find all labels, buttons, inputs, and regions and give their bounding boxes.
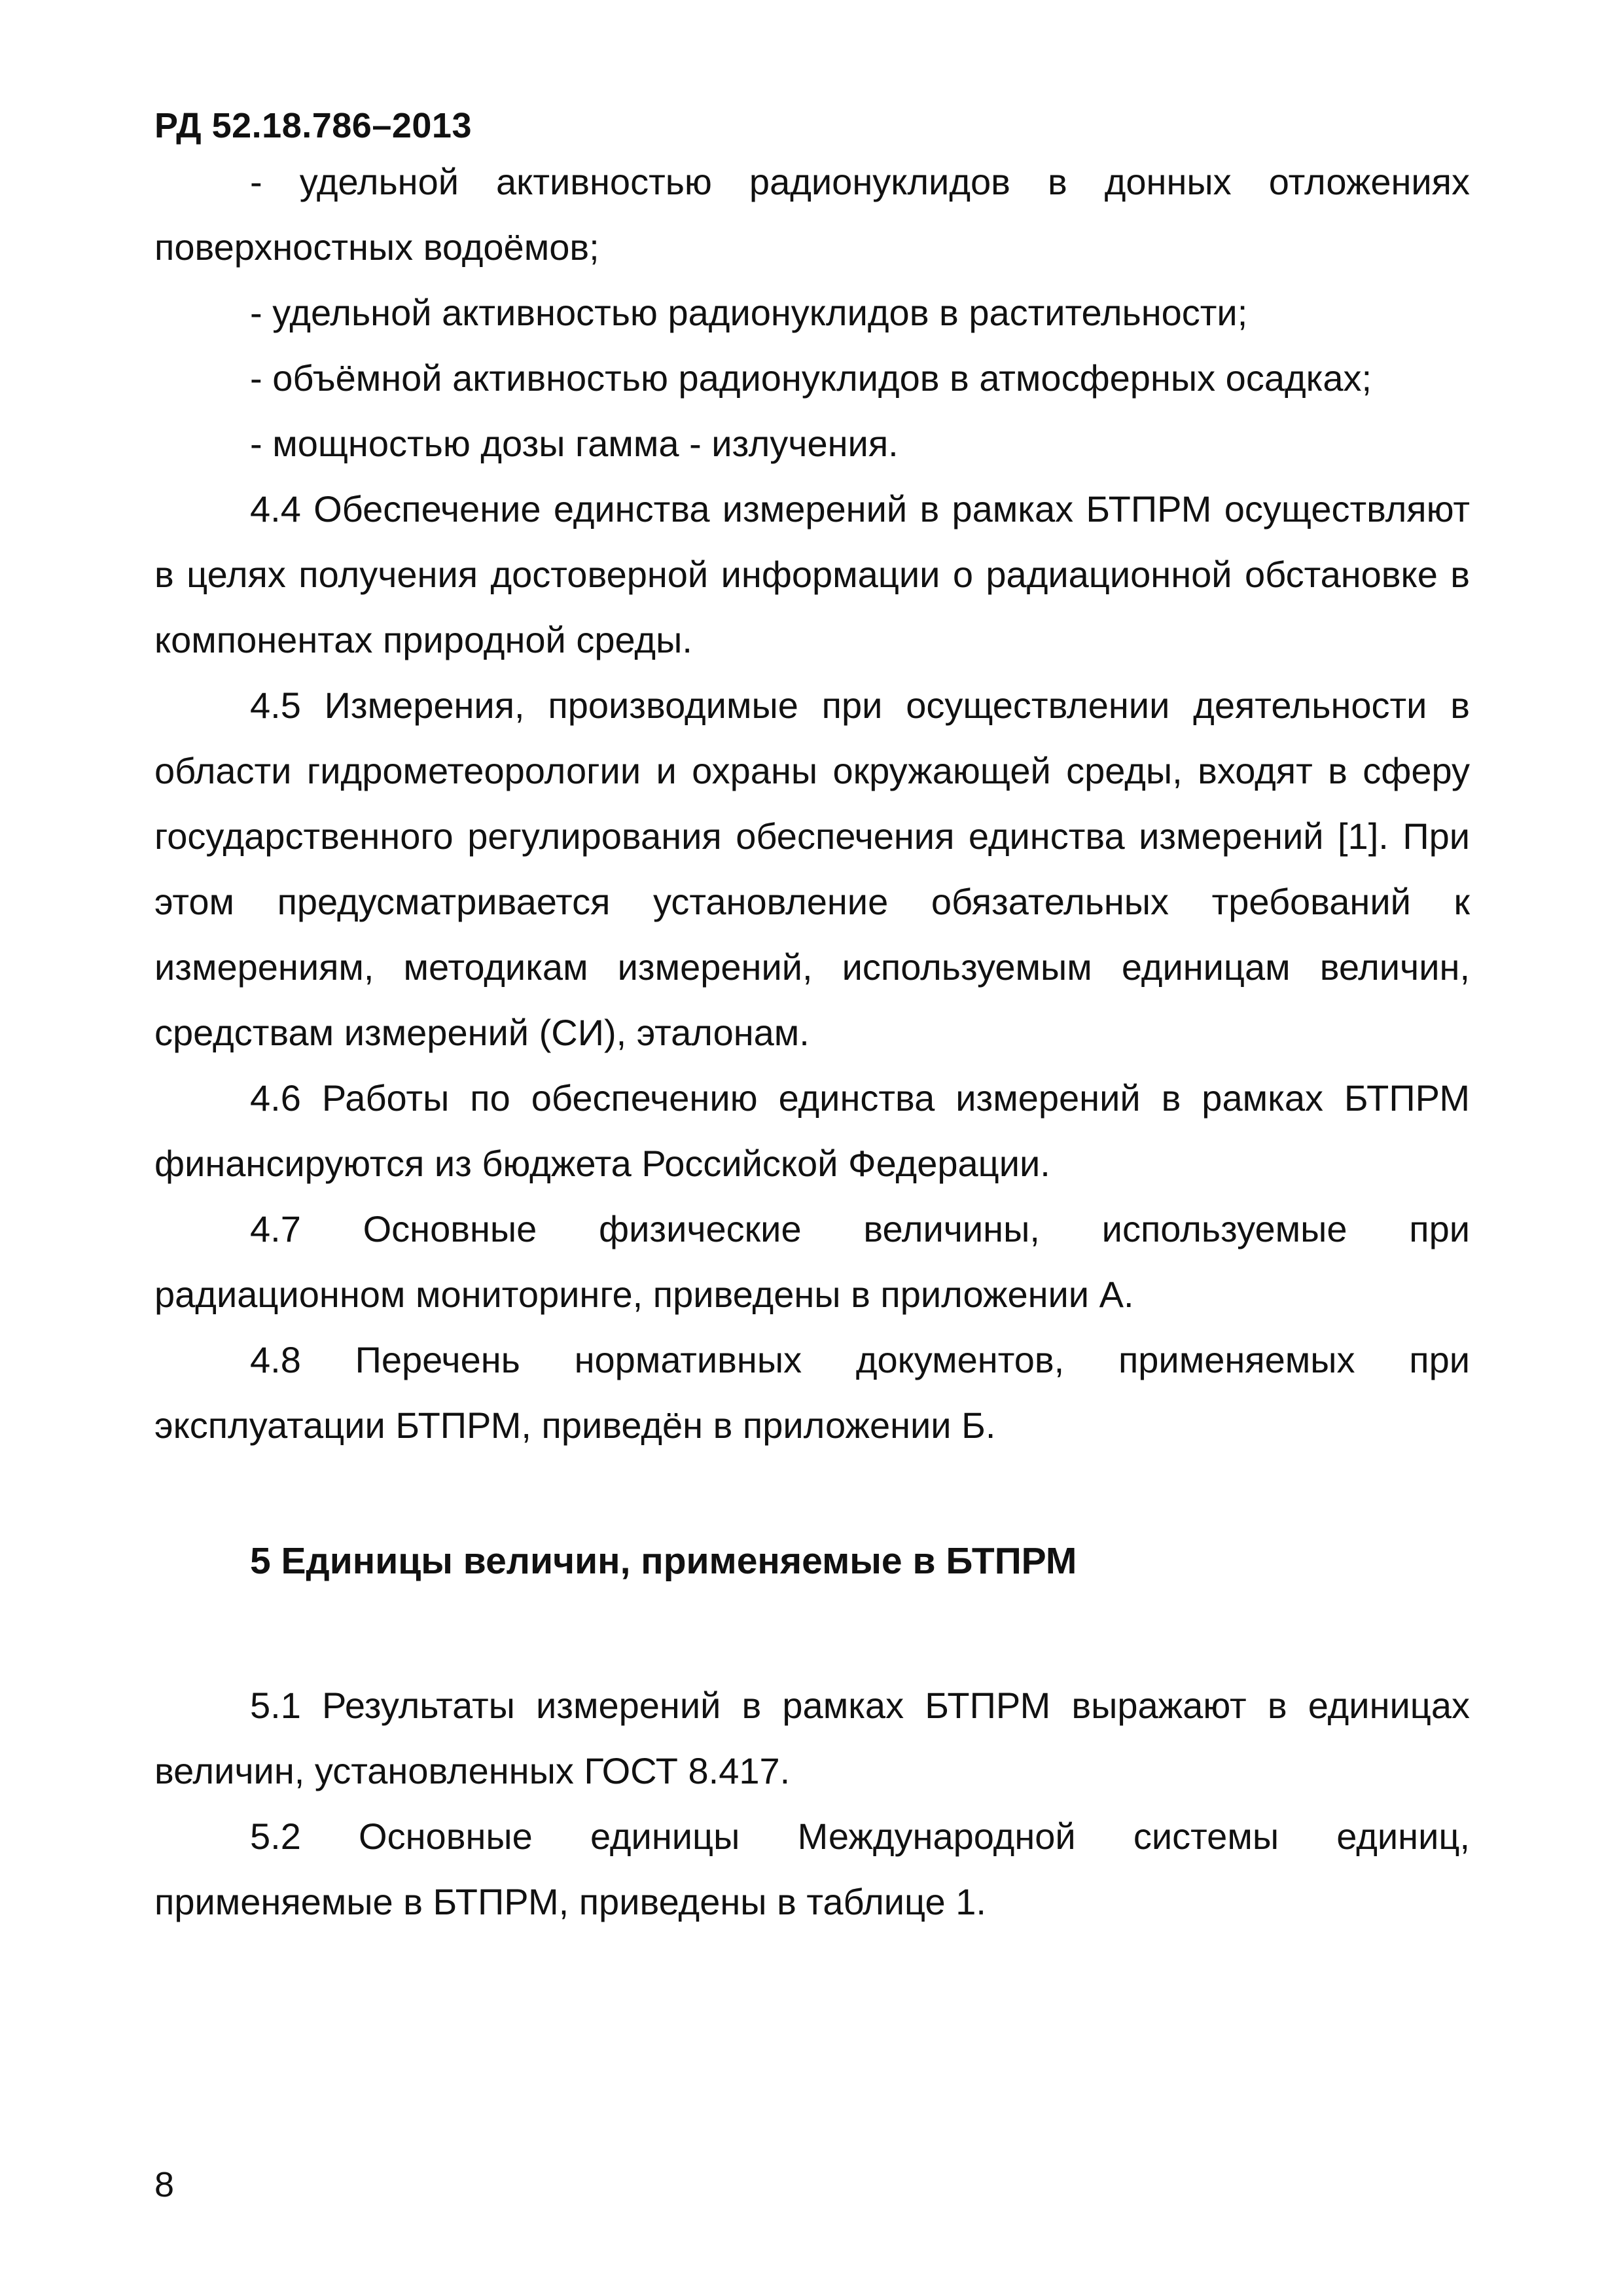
list-item-precipitation: - объёмной активностью радионуклидов в атмосферных осадках; <box>250 357 1372 399</box>
body-text <box>154 149 1470 1458</box>
paragraph-4-5: 4.5 Измерения, производимые при осуществлении деятельности в области гидрометеорологии и охраны окружающей среды, входят в сферу государственного регулирования обеспечения единства измерений [1]. При этом предусматривается установление обязательных требований к измерениям, методикам измерений, используемым единицам величин, средствам измерений (СИ), эталонам. <box>154 685 1470 1053</box>
paragraph-5-1: 5.1 Результаты измерений в рамках БТПРМ выражают в единицах величин, установленных ГОСТ 8.417. <box>154 1685 1470 1791</box>
section-5-heading: 5 Единицы величин, применяемые в БТПРМ <box>250 1540 1077 1582</box>
paragraph-4-8: 4.8 Перечень нормативных документов, применяемых при эксплуатации БТПРМ, приведён в приложении Б. <box>154 1339 1470 1446</box>
paragraph-4-7: 4.7 Основные физические величины, используемые при радиационном мониторинге, приведены в приложении А. <box>154 1208 1470 1315</box>
paragraph-5-2: 5.2 Основные единицы Международной системы единиц, применяемые в БТПРМ, приведены в таблице 1. <box>154 1816 1470 1922</box>
page-number: 8 <box>154 2165 175 2204</box>
paragraph-4-6: 4.6 Работы по обеспечению единства измерений в рамках БТПРМ финансируются из бюджета Российской Федерации. <box>154 1077 1470 1184</box>
list-item-sediments: - удельной активностью радионуклидов в донных отложениях поверхностных водоёмов; <box>154 161 1470 268</box>
list-item-vegetation: - удельной активностью радионуклидов в растительности; <box>250 292 1248 333</box>
paragraph-4-4: 4.4 Обеспечение единства измерений в рамках БТПРМ осуществляют в целях получения достоверной информации о радиационной обстановке в компонентах природной среды. <box>154 488 1470 660</box>
section-5-body <box>154 1673 1470 1935</box>
document-code: РД 52.18.786–2013 <box>154 106 472 145</box>
list-item-gamma-dose: - мощностью дозы гамма - излучения. <box>250 423 899 464</box>
